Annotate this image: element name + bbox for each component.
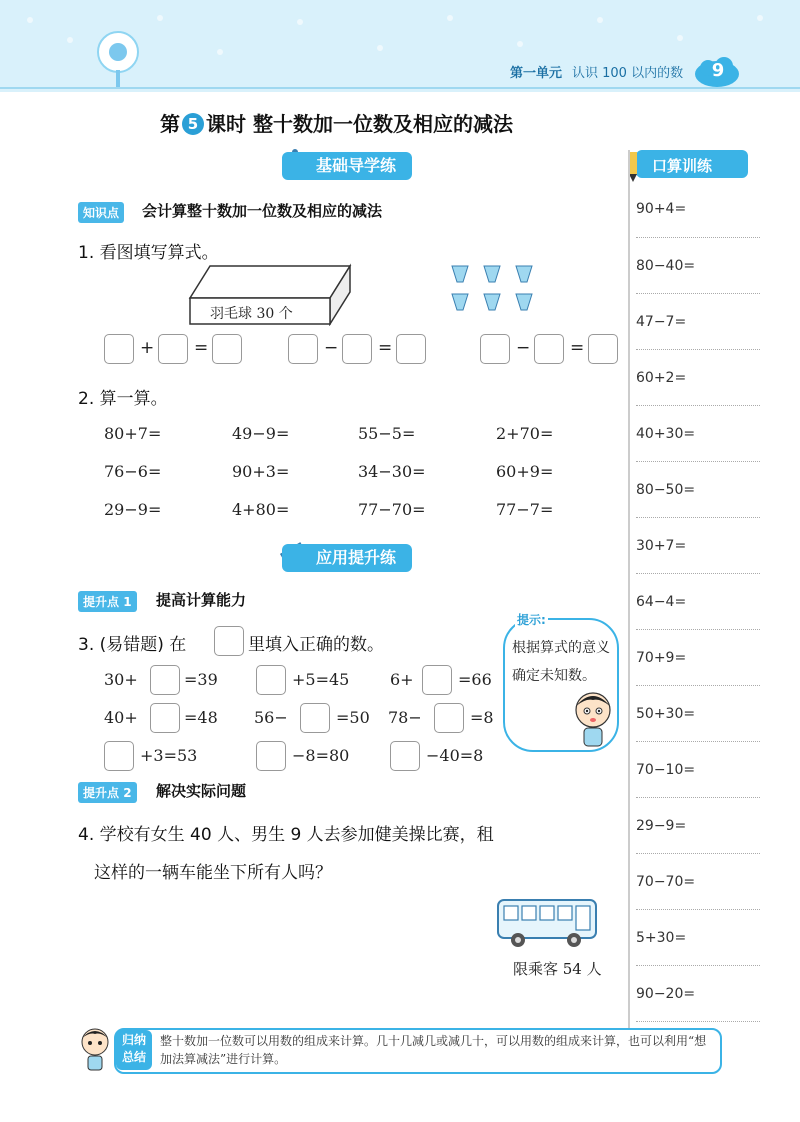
q3-f-pre: 78− [388, 708, 422, 727]
knowledge-point-tag: 知识点 [78, 202, 124, 223]
oral-item: 64−4= [636, 594, 687, 610]
right-divider [628, 150, 630, 1030]
answer-box[interactable] [214, 626, 244, 656]
q3-d-post: =48 [184, 708, 218, 727]
oral-item: 70−10= [636, 762, 696, 778]
minus-sign: − [516, 338, 531, 358]
title-prefix: 第 [160, 112, 180, 136]
oral-divider [636, 1021, 760, 1022]
oral-divider [636, 517, 760, 518]
q4-line2: 这样的一辆车能坐下所有人吗？ [94, 863, 332, 883]
q3-c-post: =66 [458, 670, 492, 689]
oral-divider [636, 461, 760, 462]
answer-box[interactable] [256, 665, 286, 695]
answer-box[interactable] [300, 703, 330, 733]
answer-box[interactable] [534, 334, 564, 364]
answer-box[interactable] [422, 665, 452, 695]
oral-item: 70−70= [636, 874, 696, 890]
q4-line1: 4. 学校有女生 40 人、男生 9 人去参加健美操比赛，租 [78, 825, 494, 845]
bus-icon [496, 894, 600, 950]
box-label: 羽毛球 30 个 [210, 306, 293, 322]
answer-box[interactable] [104, 741, 134, 771]
q2-item: 60+9= [496, 462, 554, 481]
summary-tag [116, 1030, 152, 1070]
q2-item: 49−9= [232, 424, 290, 443]
section-banner-applied [282, 544, 412, 572]
oral-divider [636, 909, 760, 910]
section-applied-label: 应用提升练 [316, 548, 397, 567]
q3-f-post: =8 [470, 708, 494, 727]
oral-item: 47−7= [636, 314, 687, 330]
q3-d-pre: 40+ [104, 708, 138, 727]
q3-b-post: +5=45 [292, 670, 350, 689]
flower-icon [98, 32, 138, 88]
cartoon-boy-icon [570, 690, 616, 752]
answer-box[interactable] [256, 741, 286, 771]
hint-label: 提示: [517, 613, 546, 627]
point2-num: 2 [123, 786, 132, 800]
q2-item: 76−6= [104, 462, 162, 481]
answer-box[interactable] [104, 334, 134, 364]
oral-divider [636, 237, 760, 238]
equals-sign: = [570, 338, 585, 358]
oral-divider [636, 965, 760, 966]
q2-item: 80+7= [104, 424, 162, 443]
shuttlecock-icon [448, 262, 538, 322]
oral-item: 50+30= [636, 706, 696, 722]
q3-e-post: =50 [336, 708, 370, 727]
answer-box[interactable] [390, 741, 420, 771]
answer-box[interactable] [150, 665, 180, 695]
q3-g-post: +3=53 [140, 746, 198, 765]
q3-i-post: −40=8 [426, 746, 484, 765]
oral-divider [636, 629, 760, 630]
answer-box[interactable] [212, 334, 242, 364]
oral-item: 90+4= [636, 201, 687, 217]
answer-box[interactable] [480, 334, 510, 364]
answer-box[interactable] [342, 334, 372, 364]
q3-a-pre: 30+ [104, 670, 138, 689]
q2-item: 77−70= [358, 500, 426, 519]
oral-divider [636, 573, 760, 574]
oral-divider [636, 685, 760, 686]
oral-item: 40+30= [636, 426, 696, 442]
section-banner-basic [282, 152, 412, 180]
page-title [160, 108, 513, 137]
section-basic-label: 基础导学练 [316, 156, 397, 175]
equals-sign: = [378, 338, 393, 358]
header-topic: 认识 100 以内的数 [572, 66, 684, 81]
answer-box[interactable] [588, 334, 618, 364]
summary-text: 整十数加一位数可以用数的组成来计算。几十几减几或减几十，可以用数的组成来计算，也可以利用“想加法算减法”进行计算。 [160, 1034, 707, 1066]
q3-a-post: =39 [184, 670, 218, 689]
oral-item: 80−50= [636, 482, 696, 498]
q3-title-pre: 3. (易错题) 在 [78, 635, 187, 655]
oral-divider [636, 349, 760, 350]
summary-tag-line1: 归纳 [121, 1033, 146, 1047]
header-unit: 第一单元 [510, 66, 563, 81]
page-number: 9 [711, 60, 725, 81]
oral-divider [636, 797, 760, 798]
bus-caption: 限乘客 54 人 [513, 960, 602, 978]
q2-item: 2+70= [496, 424, 554, 443]
knowledge-point-text: 会计算整十数加一位数及相应的减法 [142, 202, 383, 220]
q2-item: 77−7= [496, 500, 554, 519]
oral-item: 60+2= [636, 370, 687, 386]
cartoon-boy-icon [78, 1026, 112, 1074]
answer-box[interactable] [150, 703, 180, 733]
oral-item: 29−9= [636, 818, 687, 834]
q3-c-pre: 6+ [390, 670, 414, 689]
q2-item: 55−5= [358, 424, 416, 443]
oral-item: 90−20= [636, 986, 696, 1002]
answer-box[interactable] [434, 703, 464, 733]
point1-num: 1 [123, 595, 132, 609]
answer-box[interactable] [158, 334, 188, 364]
minus-sign: − [324, 338, 339, 358]
oral-divider [636, 853, 760, 854]
oral-banner-label: 口算训练 [652, 157, 713, 175]
q2-title: 2. 算一算。 [78, 389, 168, 409]
q2-item: 90+3= [232, 462, 290, 481]
lesson-number: 5 [182, 113, 204, 135]
point2-tag [78, 782, 137, 803]
point1-text: 提高计算能力 [156, 591, 247, 609]
oral-item: 80−40= [636, 258, 696, 274]
oral-item: 70+9= [636, 650, 687, 666]
summary-tag-line2: 总结 [121, 1050, 146, 1064]
oral-divider [636, 293, 760, 294]
hint-text: 根据算式的意义确定未知数。 [512, 640, 610, 684]
title-suffix: 课时 整十数加一位数及相应的减法 [206, 112, 513, 136]
oral-item: 30+7= [636, 538, 687, 554]
point1-tag [78, 591, 137, 612]
point2-tag-label: 提升点 [83, 786, 120, 800]
q3-title-post: 里填入正确的数。 [248, 635, 384, 655]
oral-item: 5+30= [636, 930, 687, 946]
oral-divider [636, 741, 760, 742]
q2-item: 29−9= [104, 500, 162, 519]
q3-e-pre: 56− [254, 708, 288, 727]
oral-divider [636, 405, 760, 406]
answer-box[interactable] [288, 334, 318, 364]
q2-item: 34−30= [358, 462, 426, 481]
point2-text: 解决实际问题 [156, 782, 247, 800]
point1-tag-label: 提升点 [83, 595, 120, 609]
q2-item: 4+80= [232, 500, 290, 519]
q3-h-post: −8=80 [292, 746, 350, 765]
equals-sign: = [194, 338, 209, 358]
answer-box[interactable] [396, 334, 426, 364]
plus-sign: + [140, 338, 155, 358]
q1-title: 1. 看图填写算式。 [78, 243, 219, 263]
